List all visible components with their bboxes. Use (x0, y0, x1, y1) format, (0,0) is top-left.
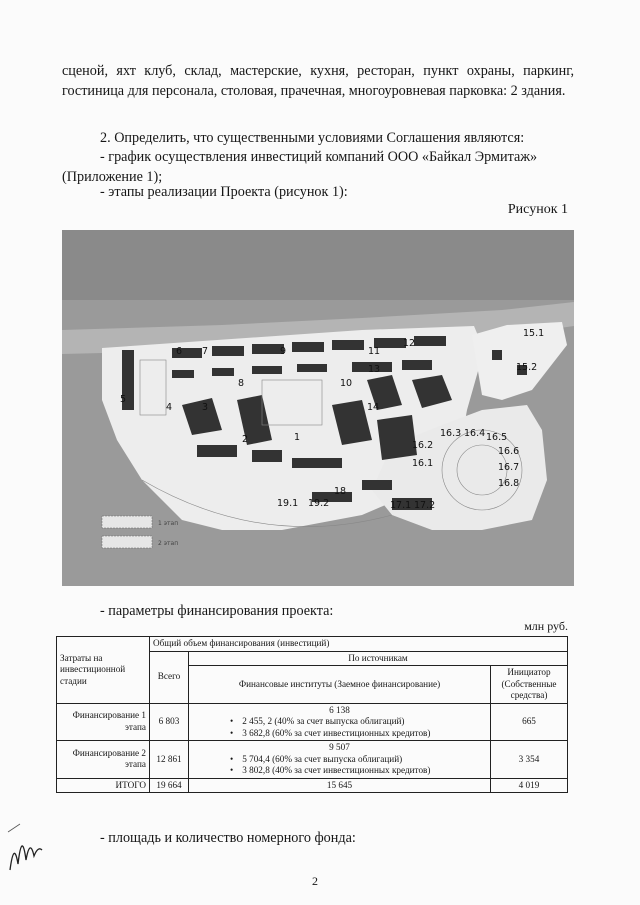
plan-label: 2 (242, 434, 249, 445)
total-row (57, 778, 568, 793)
unit-label: млн руб. (524, 619, 568, 633)
row-fin-institutions (189, 703, 491, 741)
plan-label: 9 (280, 346, 287, 357)
total-label: ИТОГО (57, 778, 150, 793)
legend-stage-1: 1 этап (158, 520, 179, 527)
plan-label: 5 (120, 394, 127, 405)
plan-label: 16.2 (412, 440, 434, 451)
header-initiator: Инициатор (Собственные средства) (491, 666, 568, 704)
row-initiator: 665 (491, 703, 568, 741)
plan-label: 6 (176, 346, 183, 357)
plan-label: 18 (334, 486, 347, 497)
item-2-paragraph: 2. Определить, что существенными условиями Соглашения являются: (100, 130, 525, 146)
fi-total: 9 507 (329, 742, 350, 752)
plan-label: 11 (368, 346, 381, 357)
financing-header: - параметры финансирования проекта: (100, 603, 334, 619)
rooms-header: - площадь и количество номерного фонда: (100, 830, 356, 846)
site-plan-figure (62, 230, 574, 586)
plan-label: 17.2 (414, 500, 436, 511)
plan-label: 8 (238, 378, 245, 389)
header-fin-institutions: Финансовые институты (Заемное финансирование) (189, 666, 491, 704)
table-row (57, 703, 568, 741)
row-total: 6 803 (150, 703, 189, 741)
plan-label: 19.1 (277, 498, 299, 509)
header-costs: Затраты на инвестиционной стадии (57, 637, 150, 704)
total-initiator: 4 019 (491, 778, 568, 793)
row-label: Финансирование 2 этапа (57, 741, 150, 779)
plan-label: 4 (166, 402, 173, 413)
row-total: 12 861 (150, 741, 189, 779)
fi-item: • 3 802,8 (40% за счет инвестиционных кредитов) (246, 765, 487, 777)
header-total-volume: Общий объем финансирования (инвестиций) (150, 637, 568, 652)
fi-item: • 3 682,8 (60% за счет инвестиционных кредитов) (246, 728, 487, 740)
plan-label: 16.3 (440, 428, 462, 439)
row-fin-institutions (189, 741, 491, 779)
plan-label: 16.6 (498, 446, 520, 457)
fi-item: • 2 455, 2 (40% за счет выпуска облигаций) (246, 716, 487, 728)
plan-label: 1 (294, 432, 301, 443)
total-fin-institutions: 15 645 (189, 778, 491, 793)
page-number: 2 (312, 874, 318, 888)
row-label: Финансирование 1 этапа (57, 703, 150, 741)
schedule-bullet: - график осуществления инвестиций компаний ООО «Байкал Эрмитаж» (Приложение 1); (62, 149, 538, 185)
table-row (57, 741, 568, 779)
total-value: 19 664 (150, 778, 189, 793)
plan-label: 3 (202, 402, 209, 413)
header-by-sources: По источникам (189, 651, 568, 666)
plan-label: 16.1 (412, 458, 434, 469)
plan-label: 15.1 (523, 328, 545, 339)
plan-label: 12 (403, 338, 416, 349)
fi-item: • 5 704,4 (60% за счет выпуска облигаций) (246, 754, 487, 766)
plan-label: 16.8 (498, 478, 520, 489)
intro-paragraph: сценой, яхт клуб, склад, мастерские, кухня, ресторан, пункт охраны, паркинг, гостиница для персонала, столовая, прачечная, многоуровневая парковка: 2 здания. (62, 63, 574, 99)
plan-label: 16.5 (486, 432, 508, 443)
plan-label: 13 (368, 364, 381, 375)
plan-label: 7 (202, 346, 209, 357)
header-total: Всего (150, 651, 189, 703)
plan-label: 17.1 (390, 500, 412, 511)
plan-label: 10 (340, 378, 353, 389)
plan-label: 16.7 (498, 462, 520, 473)
plan-label: 19.2 (308, 498, 330, 509)
plan-label: 14 (367, 402, 380, 413)
fi-total: 6 138 (329, 704, 350, 715)
legend-stage-2: 2 этап (158, 540, 179, 547)
financing-table (56, 636, 568, 793)
stages-bullet: - этапы реализации Проекта (рисунок 1): (100, 184, 348, 200)
figure-caption: Рисунок 1 (507, 202, 568, 217)
signature-mark (4, 820, 48, 880)
row-initiator: 3 354 (491, 741, 568, 779)
plan-label: 16.4 (464, 428, 486, 439)
plan-label: 15.2 (516, 362, 538, 373)
